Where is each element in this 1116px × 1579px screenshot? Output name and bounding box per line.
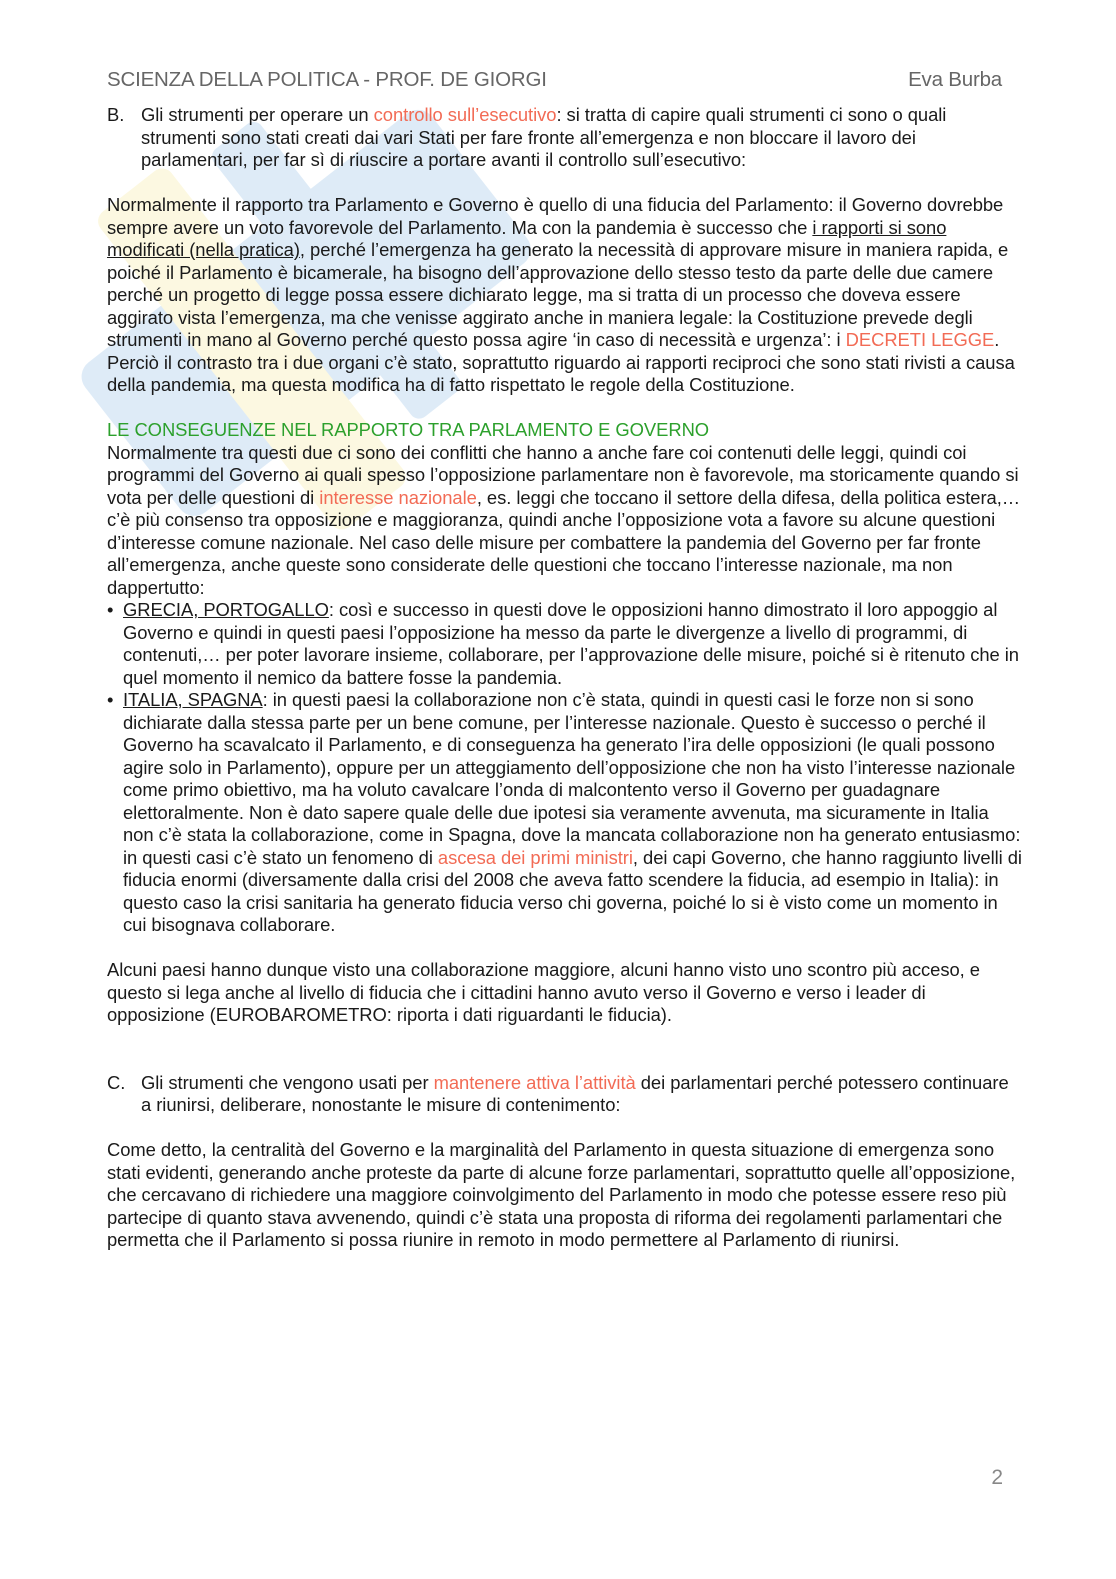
section-c-marker: C. xyxy=(107,1071,126,1093)
bullet-marker: • xyxy=(107,689,114,710)
section-c-item xyxy=(107,1072,1022,1117)
paragraph-text: , es. leggi che toccano il settore della difesa, della politica estera,… c’è più consenso tra opposizione e maggioranza, quindi anche l’opposizione vota a favore su alcune questioni d’interesse comune nazionale. Nel caso delle misure per combattere la pandemia del Governo per far fronte all’emergenza, anche queste sono considerate delle questioni che toccano l’interesse nazionale, ma non dappertutto: xyxy=(107,486,1021,598)
paragraph-text: Normalmente tra questi due ci sono dei conflitti che hanno a anche fare coi contenuti delle leggi, quindi coi programmi del Governo ai quali spesso l’opposizione parlamentare non è favorevole, ma storicamente quando si vota per delle questioni di xyxy=(107,441,1019,508)
highlight-ascesa: ascesa dei primi ministri xyxy=(437,846,633,868)
paragraph-fiducia: Alcuni paesi hanno dunque visto una collaborazione maggiore, alcuni hanno visto uno scontro più acceso, e questo si lega anche al livello di fiducia che i cittadini hanno avuto verso il Governo e verso i leader di opposizione (EUROBAROMETRO: riporta i dati riguardanti le fiducia). xyxy=(107,959,980,1025)
page-number: 2 xyxy=(991,1466,1003,1489)
spacer xyxy=(107,172,1022,195)
bullet-countries: ITALIA, SPAGNA xyxy=(123,689,263,710)
bullet-item-grecia xyxy=(107,599,1022,689)
bullet-body: : così e successo in questi dove le opposizioni hanno dimostrato il loro appoggio al Governo e quindi in questi paesi l’opposizione ha messo da parte le divergenze a livello di programmi, di contenuti,… per poter lavorare insieme, collaborare, per l’approvazione delle misure, poiché si è ritenuto che in quel momento il nemico da battere fosse la pandemia. xyxy=(123,599,1019,688)
underlined-phrase: i rapporti si sono modificati (nella pratica) xyxy=(107,216,947,260)
section-b-marker: B. xyxy=(107,104,125,125)
section-c-text-part: dei parlamentari perché potessero continuare a riunirsi, deliberare, nonostante le misure di contenimento: xyxy=(141,1071,1009,1115)
spacer xyxy=(107,397,1022,420)
paragraph-rapporto xyxy=(107,194,1022,397)
spacer xyxy=(107,1027,1022,1072)
bullet-body: , dei capi Governo, che hanno raggiunto livelli di fiducia enormi (diversamente dalla crisi del 2008 che aveva fatto scendere la fiducia, ad esempio in Italia): in questo caso la crisi sanitaria ha generato fiducia verso chi governa, poiché lo si è visto come un momento in cui bisognava collaborare. xyxy=(123,846,1022,935)
section-b-item xyxy=(107,104,1022,172)
bullet-text xyxy=(123,689,1022,937)
paragraph-text: , perché l’emergenza ha generato la necessità di approvare misure in maniera rapida, e poiché il Parlamento è bicamerale, ha bisogno dell’approvazione dello stesso testo da parte delle due camere perché un progetto di legge possa essere dichiarato legge, ma si tratta di un processo che doveva essere aggirato vista l’emergenza, ma che venisse aggirato anche in maniera legale: la Costituzione prevede degli strumenti in mano al Governo perché questo possa agire ‘in caso di necessità e urgenza’: i xyxy=(107,239,1009,350)
bullet-body: : in questi paesi la collaborazione non c’è stata, quindi in questi casi le forze non si sono dichiarate dalla stessa parte per un bene comune, per l’interesse nazionale. Questo è successo o perché il Governo ha scavalcato il Parlamento, e di conseguenza ha generato l’ira delle opposizioni (le quali possono agire solo in Parlamento), oppure per un atteggiamento dell’opposizione che non ha visto l’interesse nazionale come primo obiettivo, ma ha voluto cavalcare l’onda di malcontento verso il Governo per guadagnare elettoralmente. Non è dato sapere quale delle due ipotesi sia veramente avvenuta, ma sicuramente in Italia non c’è stata la collaborazione, come in Spagna, dove la mancata collaborazione non ha generato entusiasmo: in questi casi c’è stato un fenomeno di xyxy=(123,689,1021,868)
highlight-interesse-nazionale: interesse nazionale xyxy=(319,486,477,508)
bullet-item-italia xyxy=(107,689,1022,937)
section-b-text-part: Gli strumenti per operare un xyxy=(141,104,374,125)
bullet-marker: • xyxy=(107,599,114,620)
paragraph-text: Normalmente il rapporto tra Parlamento e Governo è quello di una fiducia del Parlamento: il Governo dovrebbe sempre avere un voto favorevole del Parlamento. Ma con la pandemia è successo che xyxy=(107,194,1004,238)
paragraph-text: . Perciò il contrasto tra i due organi c’è stato, soprattutto riguardo ai rapporti reciproci che sono stati rivisti a causa della pandemia, ma questa modifica ha di fatto rispettato le regole della Costituzione. xyxy=(107,329,1015,395)
document-body xyxy=(107,104,1022,1252)
section-b-highlight: controllo sull’esecutivo xyxy=(373,104,557,125)
section-b-text xyxy=(141,104,1022,172)
bullet-text xyxy=(123,599,1022,689)
highlight-decreti-legge: DECRETI LEGGE xyxy=(845,329,995,350)
section-c-text xyxy=(141,1072,1022,1117)
paragraph-centralita: Come detto, la centralità del Governo e la marginalità del Parlamento in questa situazione di emergenza sono stati evidenti, generando anche proteste da parte di alcune forze parlamentari, soprattutto quelle all’opposizione, che cercavano di richiedere una maggiore coinvolgimento del Parlamento in modo che potesse essere reso più partecipe di quanto stava avvenendo, quindi c’è stata una proposta di riforma dei regolamenti parlamentari che permetta che il Parlamento si possa riunire in remoto in modo permettere al Parlamento di riunirsi. xyxy=(107,1139,1016,1250)
section-c-text-part: Gli strumenti che vengono usati per xyxy=(141,1071,434,1093)
spacer xyxy=(107,1117,1022,1140)
section-c-highlight: mantenere attiva l’attività xyxy=(433,1071,636,1093)
spacer xyxy=(107,937,1022,960)
section-heading: LE CONSEGUENZE NEL RAPPORTO TRA PARLAMENTO E GOVERNO xyxy=(107,419,710,440)
header-author: Eva Burba xyxy=(908,68,1002,91)
paragraph-conseguenze xyxy=(107,442,1022,600)
bullet-countries: GRECIA, PORTOGALLO xyxy=(123,599,329,620)
section-b-text-part: : si tratta di capire quali strumenti ci sono o quali strumenti sono stati creati dai vari Stati per fare fronte all’emergenza e non bloccare il lavoro dei parlamentari, per far sì di riuscire a portare avanti il controllo sull’esecutivo: xyxy=(141,104,947,170)
header-course-title: SCIENZA DELLA POLITICA - PROF. DE GIORGI xyxy=(107,68,547,91)
